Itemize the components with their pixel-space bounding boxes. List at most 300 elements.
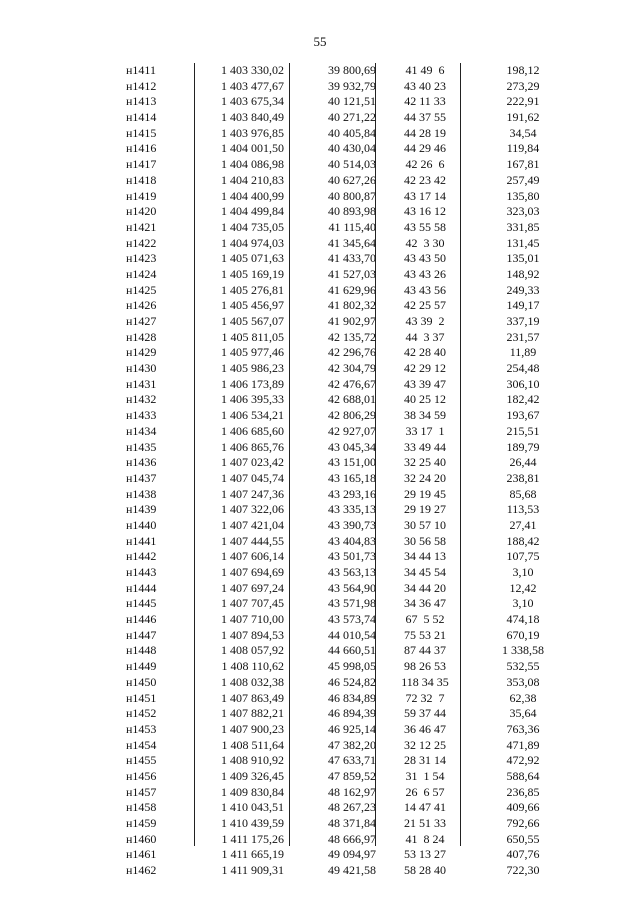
- segment-length: 215,51: [506, 423, 540, 438]
- coord-x: 1 405 169,19: [221, 266, 284, 281]
- coord-y: 43 390,73: [328, 517, 376, 532]
- coord-y: 40 514,03: [328, 157, 376, 172]
- segment-length: 337,19: [506, 314, 540, 328]
- direction-angle: 43 55 58: [404, 219, 446, 234]
- table-row: [112, 141, 566, 157]
- coord-x: 1 410 043,51: [221, 800, 284, 815]
- direction-angle: 43 43 56: [404, 282, 446, 297]
- table-row: [112, 706, 566, 722]
- coord-y: 40 800,87: [328, 188, 376, 203]
- coord-y: 43 335,13: [328, 502, 376, 517]
- segment-length: 236,85: [506, 784, 540, 799]
- coord-x: 1 404 499,84: [221, 204, 284, 219]
- direction-angle: 43 39 2: [405, 314, 445, 328]
- coord-y: 47 859,52: [328, 768, 376, 783]
- coord-y: 42 296,76: [328, 345, 376, 360]
- direction-angle: 67 5 52: [405, 612, 445, 627]
- direction-angle: 42 3 30: [405, 235, 445, 250]
- direction-angle: 44 3 37: [405, 329, 445, 344]
- point-id: н1438: [126, 486, 157, 501]
- table-row: [112, 534, 566, 550]
- segment-length: 148,92: [506, 266, 540, 281]
- direction-angle: 33 17 1: [405, 423, 445, 438]
- coord-y: 43 404,83: [328, 533, 376, 548]
- coord-y: 43 293,16: [328, 486, 376, 501]
- coord-x: 1 404 086,98: [221, 157, 284, 172]
- table-row: [112, 612, 566, 628]
- table-row: [112, 863, 566, 879]
- direction-angle: 42 28 40: [404, 345, 446, 360]
- segment-length: 182,42: [506, 392, 540, 407]
- table-row: [112, 63, 566, 79]
- coord-x: 1 404 001,50: [221, 141, 284, 156]
- segment-length: 193,67: [506, 408, 540, 423]
- direction-angle: 42 25 57: [404, 298, 446, 313]
- coord-y: 43 501,73: [328, 549, 376, 564]
- coord-x: 1 405 567,07: [221, 314, 284, 328]
- segment-length: 273,29: [506, 78, 540, 93]
- table-row: [112, 565, 566, 581]
- table-row: [112, 94, 566, 110]
- point-id: н1430: [126, 361, 157, 376]
- table-row: [112, 189, 566, 205]
- segment-length: 231,57: [506, 329, 540, 344]
- table-row: [112, 220, 566, 236]
- point-id: н1420: [126, 204, 157, 219]
- table-row: [112, 581, 566, 597]
- direction-angle: 42 23 42: [404, 172, 446, 187]
- table-row: [112, 251, 566, 267]
- table-row: [112, 440, 566, 456]
- segment-length: 254,48: [506, 361, 540, 376]
- direction-angle: 42 26 6: [405, 157, 445, 172]
- point-id: н1453: [126, 721, 157, 736]
- coord-x: 1 404 735,05: [221, 219, 284, 234]
- table-row: [112, 377, 566, 393]
- coord-x: 1 405 986,23: [221, 361, 284, 376]
- coord-y: 47 633,71: [328, 753, 376, 768]
- coord-y: 40 121,51: [328, 94, 376, 109]
- coord-y: 43 564,90: [328, 580, 376, 595]
- direction-angle: 43 43 26: [404, 266, 446, 281]
- coord-x: 1 404 400,99: [221, 188, 284, 203]
- table-row: [112, 518, 566, 534]
- coord-x: 1 405 276,81: [221, 282, 284, 297]
- point-id: н1461: [126, 847, 157, 862]
- table-row: [112, 738, 566, 754]
- coord-y: 43 573,74: [328, 612, 376, 627]
- coord-y: 43 045,34: [328, 439, 376, 454]
- point-id: н1432: [126, 392, 157, 407]
- point-id: н1435: [126, 439, 157, 454]
- coord-x: 1 407 444,55: [221, 533, 284, 548]
- coord-y: 46 894,39: [328, 706, 376, 721]
- table-row: [112, 753, 566, 769]
- point-id: н1441: [126, 533, 157, 548]
- segment-length: 409,66: [506, 800, 540, 815]
- segment-length: 792,66: [506, 816, 540, 830]
- coord-y: 42 688,01: [328, 392, 376, 407]
- coord-y: 42 304,79: [328, 361, 376, 376]
- coord-x: 1 407 707,45: [221, 596, 284, 611]
- point-id: н1427: [126, 314, 157, 328]
- segment-length: 650,55: [506, 831, 540, 846]
- point-id: н1416: [126, 141, 157, 156]
- direction-angle: 32 25 40: [404, 455, 446, 470]
- point-id: н1431: [126, 376, 157, 391]
- table-row: [112, 675, 566, 691]
- direction-angle: 43 43 50: [404, 251, 446, 266]
- coord-x: 1 410 439,59: [221, 816, 284, 830]
- coord-y: 48 162,97: [328, 784, 376, 799]
- coord-y: 43 563,13: [328, 565, 376, 579]
- coordinate-table: [112, 63, 566, 879]
- point-id: н1437: [126, 470, 157, 485]
- direction-angle: 43 17 14: [404, 188, 446, 203]
- table-row: [112, 596, 566, 612]
- table-row: [112, 816, 566, 832]
- point-id: н1445: [126, 596, 157, 611]
- point-id: н1425: [126, 282, 157, 297]
- segment-length: 1 338,58: [502, 643, 544, 658]
- coord-x: 1 406 534,21: [221, 408, 284, 423]
- coord-y: 41 433,70: [328, 251, 376, 266]
- coord-x: 1 403 976,85: [221, 125, 284, 140]
- segment-length: 198,12: [506, 63, 540, 77]
- direction-angle: 53 13 27: [404, 847, 446, 862]
- direction-angle: 43 40 23: [404, 78, 446, 93]
- coord-x: 1 407 710,00: [221, 612, 284, 627]
- point-id: н1421: [126, 219, 157, 234]
- segment-length: 26,44: [509, 455, 537, 470]
- coord-x: 1 409 326,45: [221, 768, 284, 783]
- coord-y: 43 571,98: [328, 596, 376, 611]
- point-id: н1452: [126, 706, 157, 721]
- point-id: н1419: [126, 188, 157, 203]
- coord-x: 1 403 675,34: [221, 94, 284, 109]
- direction-angle: 32 12 25: [404, 737, 446, 752]
- coord-x: 1 407 697,24: [221, 580, 284, 595]
- table-row: [112, 832, 566, 848]
- direction-angle: 42 11 33: [404, 94, 446, 109]
- point-id: н1455: [126, 753, 157, 768]
- table-row: [112, 236, 566, 252]
- table-row: [112, 847, 566, 863]
- segment-length: 149,17: [506, 298, 540, 313]
- coord-y: 41 629,96: [328, 282, 376, 297]
- direction-angle: 43 39 47: [404, 376, 446, 391]
- point-id: н1439: [126, 502, 157, 517]
- point-id: н1422: [126, 235, 157, 250]
- point-id: н1462: [126, 863, 157, 878]
- segment-length: 474,18: [506, 612, 540, 627]
- point-id: н1415: [126, 125, 157, 140]
- point-id: н1434: [126, 423, 157, 438]
- point-id: н1436: [126, 455, 157, 470]
- coord-y: 44 010,54: [328, 627, 376, 642]
- table-row: [112, 79, 566, 95]
- coord-y: 42 135,72: [328, 329, 376, 344]
- segment-length: 113,53: [506, 502, 540, 517]
- coord-x: 1 404 210,83: [221, 172, 284, 187]
- coord-y: 40 271,22: [328, 110, 376, 125]
- coord-y: 46 524,82: [328, 674, 376, 689]
- direction-angle: 31 1 54: [405, 768, 445, 783]
- segment-length: 135,80: [506, 188, 540, 203]
- table-row: [112, 110, 566, 126]
- table-row: [112, 643, 566, 659]
- segment-length: 35,64: [509, 706, 537, 721]
- coord-x: 1 405 456,97: [221, 298, 284, 313]
- point-id: н1423: [126, 251, 157, 266]
- table-row: [112, 298, 566, 314]
- coord-x: 1 409 830,84: [221, 784, 284, 799]
- coord-y: 43 165,18: [328, 470, 376, 485]
- table-row: [112, 659, 566, 675]
- table-row: [112, 549, 566, 565]
- segment-length: 249,33: [506, 282, 540, 297]
- coord-y: 47 382,20: [328, 737, 376, 752]
- point-id: н1448: [126, 643, 157, 658]
- direction-angle: 14 47 41: [404, 800, 446, 815]
- segment-length: 331,85: [506, 219, 540, 234]
- point-id: н1446: [126, 612, 157, 627]
- coord-y: 48 371,84: [328, 816, 376, 830]
- point-id: н1442: [126, 549, 157, 564]
- direction-angle: 44 28 19: [404, 125, 446, 140]
- point-id: н1458: [126, 800, 157, 815]
- page-number: 55: [313, 34, 327, 49]
- table-row: [112, 283, 566, 299]
- coord-x: 1 411 665,19: [221, 847, 284, 862]
- segment-length: 34,54: [509, 125, 537, 140]
- coord-x: 1 403 477,67: [221, 78, 284, 93]
- point-id: н1447: [126, 627, 157, 642]
- segment-length: 722,30: [506, 863, 540, 878]
- coord-x: 1 406 865,76: [221, 439, 284, 454]
- coord-x: 1 408 057,92: [221, 643, 284, 658]
- table-row: [112, 173, 566, 189]
- segment-length: 62,38: [509, 690, 537, 705]
- direction-angle: 30 56 58: [404, 533, 446, 548]
- table-row: [112, 204, 566, 220]
- segment-length: 222,91: [506, 94, 540, 109]
- coord-x: 1 407 694,69: [221, 565, 284, 579]
- coord-y: 48 666,97: [328, 831, 376, 846]
- table-row: [112, 691, 566, 707]
- coord-x: 1 404 974,03: [221, 235, 284, 250]
- point-id: н1451: [126, 690, 157, 705]
- direction-angle: 44 37 55: [404, 110, 446, 125]
- direction-angle: 41 8 24: [405, 831, 445, 846]
- coord-x: 1 403 330,02: [221, 63, 284, 77]
- coord-x: 1 405 977,46: [221, 345, 284, 360]
- direction-angle: 75 53 21: [404, 627, 446, 642]
- coord-x: 1 406 685,60: [221, 423, 284, 438]
- point-id: н1456: [126, 768, 157, 783]
- segment-length: 353,08: [506, 674, 540, 689]
- coord-y: 42 927,07: [328, 423, 376, 438]
- coord-y: 46 834,89: [328, 690, 376, 705]
- coord-x: 1 408 511,64: [221, 737, 284, 752]
- coord-y: 43 151,00: [328, 455, 376, 470]
- segment-length: 3,10: [512, 565, 534, 579]
- segment-length: 188,42: [506, 533, 540, 548]
- direction-angle: 26 6 57: [405, 784, 445, 799]
- point-id: н1428: [126, 329, 157, 344]
- coord-x: 1 407 023,42: [221, 455, 284, 470]
- coord-y: 49 421,58: [328, 863, 376, 878]
- segment-length: 3,10: [512, 596, 534, 611]
- coord-y: 39 800,69: [328, 63, 376, 77]
- segment-length: 131,45: [506, 235, 540, 250]
- coord-x: 1 408 032,38: [221, 674, 284, 689]
- segment-length: 191,62: [506, 110, 540, 125]
- direction-angle: 44 29 46: [404, 141, 446, 156]
- segment-length: 257,49: [506, 172, 540, 187]
- coord-y: 41 802,32: [328, 298, 376, 313]
- point-id: н1417: [126, 157, 157, 172]
- coord-y: 42 806,29: [328, 408, 376, 423]
- segment-length: 12,42: [509, 580, 537, 595]
- table-row: [112, 126, 566, 142]
- point-id: н1433: [126, 408, 157, 423]
- segment-length: 306,10: [506, 376, 540, 391]
- coord-x: 1 407 421,04: [221, 517, 284, 532]
- segment-length: 238,81: [506, 470, 540, 485]
- direction-angle: 28 31 14: [404, 753, 446, 768]
- direction-angle: 34 36 47: [404, 596, 446, 611]
- direction-angle: 41 49 6: [405, 63, 445, 77]
- coord-x: 1 407 894,53: [221, 627, 284, 642]
- point-id: н1460: [126, 831, 157, 846]
- table-row: [112, 392, 566, 408]
- point-id: н1459: [126, 816, 157, 830]
- segment-length: 27,41: [509, 517, 537, 532]
- coord-x: 1 411 175,26: [221, 831, 284, 846]
- table-row: [112, 800, 566, 816]
- direction-angle: 98 26 53: [404, 659, 446, 674]
- point-id: н1454: [126, 737, 157, 752]
- coord-y: 39 932,79: [328, 78, 376, 93]
- direction-angle: 36 46 47: [404, 721, 446, 736]
- segment-length: 472,92: [506, 753, 540, 768]
- direction-angle: 33 49 44: [404, 439, 446, 454]
- coord-x: 1 407 863,49: [221, 690, 284, 705]
- segment-length: 763,36: [506, 721, 540, 736]
- table-row: [112, 345, 566, 361]
- direction-angle: 29 19 27: [404, 502, 446, 517]
- coord-x: 1 407 900,23: [221, 721, 284, 736]
- table-row: [112, 157, 566, 173]
- segment-length: 670,19: [506, 627, 540, 642]
- direction-angle: 42 29 12: [404, 361, 446, 376]
- segment-length: 323,03: [506, 204, 540, 219]
- point-id: н1424: [126, 266, 157, 281]
- point-id: н1412: [126, 78, 157, 93]
- table-row: [112, 722, 566, 738]
- table-row: [112, 267, 566, 283]
- direction-angle: 21 51 33: [404, 816, 446, 830]
- segment-length: 167,81: [506, 157, 540, 172]
- segment-length: 532,55: [506, 659, 540, 674]
- table-row: [112, 424, 566, 440]
- table-row: [112, 330, 566, 346]
- direction-angle: 32 24 20: [404, 470, 446, 485]
- coord-x: 1 406 395,33: [221, 392, 284, 407]
- segment-length: 471,89: [506, 737, 540, 752]
- direction-angle: 29 19 45: [404, 486, 446, 501]
- coord-x: 1 403 840,49: [221, 110, 284, 125]
- point-id: н1413: [126, 94, 157, 109]
- point-id: н1440: [126, 517, 157, 532]
- segment-length: 588,64: [506, 768, 540, 783]
- direction-angle: 34 45 54: [404, 565, 446, 579]
- segment-length: 107,75: [506, 549, 540, 564]
- table-row: [112, 455, 566, 471]
- point-id: н1426: [126, 298, 157, 313]
- coord-x: 1 408 910,92: [221, 753, 284, 768]
- segment-length: 135,01: [506, 251, 540, 266]
- point-id: н1411: [126, 63, 156, 77]
- direction-angle: 59 37 44: [404, 706, 446, 721]
- point-id: н1443: [126, 565, 157, 579]
- table-row: [112, 487, 566, 503]
- direction-angle: 58 28 40: [404, 863, 446, 878]
- point-id: н1457: [126, 784, 157, 799]
- coord-x: 1 405 811,05: [221, 329, 284, 344]
- point-id: н1444: [126, 580, 157, 595]
- table-row: [112, 471, 566, 487]
- segment-length: 11,89: [509, 345, 537, 360]
- segment-length: 119,84: [506, 141, 540, 156]
- direction-angle: 30 57 10: [404, 517, 446, 532]
- coord-y: 40 430,04: [328, 141, 376, 156]
- segment-length: 189,79: [506, 439, 540, 454]
- table-row: [112, 502, 566, 518]
- direction-angle: 72 32 7: [405, 690, 445, 705]
- coord-x: 1 407 322,06: [221, 502, 284, 517]
- coord-x: 1 407 045,74: [221, 470, 284, 485]
- coord-x: 1 405 071,63: [221, 251, 284, 266]
- coord-y: 45 998,05: [328, 659, 376, 674]
- coord-x: 1 407 247,36: [221, 486, 284, 501]
- table-row: [112, 628, 566, 644]
- coord-y: 41 902,97: [328, 314, 376, 328]
- direction-angle: 38 34 59: [404, 408, 446, 423]
- point-id: н1414: [126, 110, 157, 125]
- point-id: н1418: [126, 172, 157, 187]
- table-row: [112, 785, 566, 801]
- table-row: [112, 361, 566, 377]
- point-id: н1449: [126, 659, 157, 674]
- coord-y: 42 476,67: [328, 376, 376, 391]
- coord-y: 46 925,14: [328, 721, 376, 736]
- table-row: [112, 408, 566, 424]
- direction-angle: 34 44 13: [404, 549, 446, 564]
- point-id: н1429: [126, 345, 157, 360]
- coord-y: 41 115,40: [328, 219, 376, 234]
- coord-y: 49 094,97: [328, 847, 376, 862]
- direction-angle: 87 44 37: [404, 643, 446, 658]
- table-row: [112, 769, 566, 785]
- coord-x: 1 407 606,14: [221, 549, 284, 564]
- segment-length: 85,68: [509, 486, 537, 501]
- coord-y: 40 627,26: [328, 172, 376, 187]
- direction-angle: 34 44 20: [404, 580, 446, 595]
- point-id: н1450: [126, 674, 157, 689]
- direction-angle: 40 25 12: [404, 392, 446, 407]
